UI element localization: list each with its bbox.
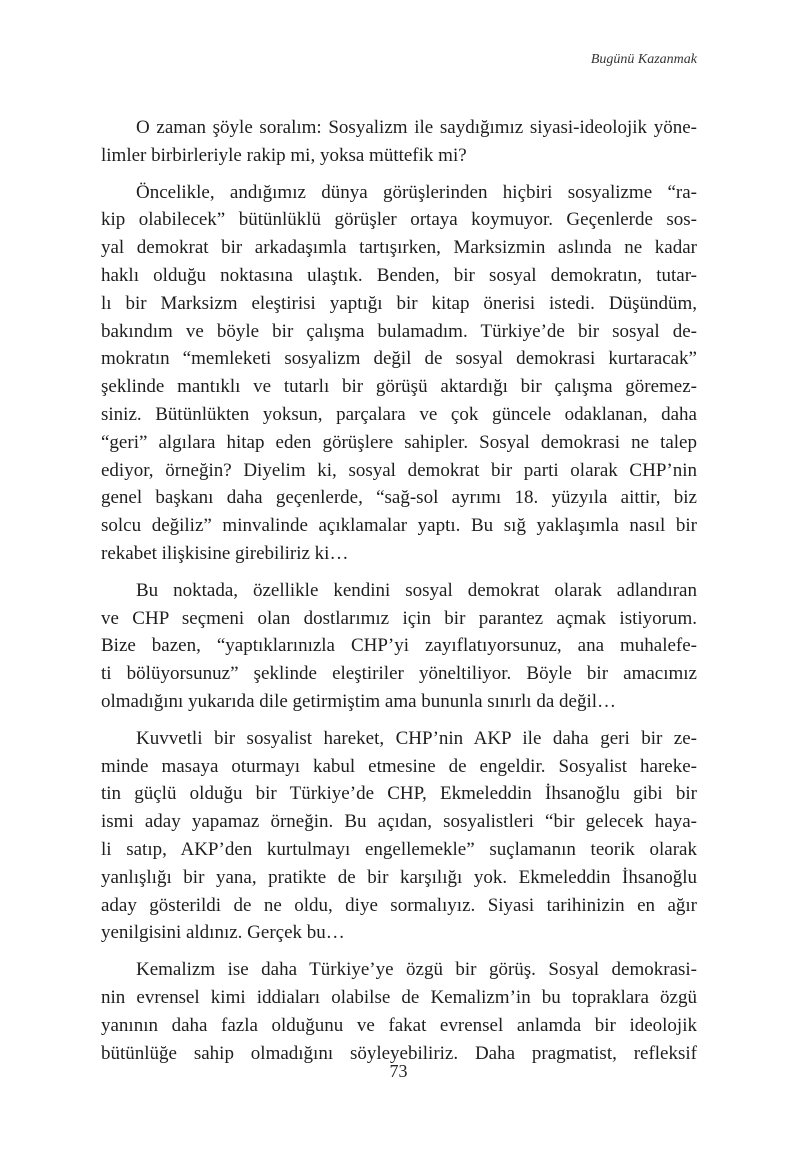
text-line: yanlışlığı bir yana, pratikte de bir karşılığı yok. Ekmeleddin İhsanoğlu [101,866,697,888]
text-line: “geri” algılara hitap eden görüşlere sahipler. Sosyal demokrasi ne talep [101,431,697,453]
text-line: bakındım ve böyle bir çalışma bulamadım. Türkiye’de bir sosyal de- [101,320,697,342]
text-line: mokratın “memleketi sosyalizm değil de sosyal demokrasi kurtaracak” [101,348,697,370]
text-line: O zaman şöyle soralım: Sosyalizm ile saydığımız siyasi-ideolojik yöne- [136,117,697,138]
text-line: yal demokrat bir arkadaşımla tartışırken, Marksizmin aslında ne kadar [101,237,697,259]
text-line: lı bir Marksizm eleştirisi yaptığı bir kitap önerisi istedi. Düşündüm, [101,292,697,314]
text-line: minde masaya oturmayı kabul etmesine de engeldir. Sosyalist hareke- [101,755,697,777]
text-line: Öncelikle, andığımız dünya görüşlerinden hiçbiri sosyalizme “ra- [136,181,697,203]
paragraph-4 [101,725,697,947]
text-line: olmadığını yukarıda dile getirmiştim ama bununla sınırlı da değil… [101,690,617,712]
text-line: Kemalizm ise daha Türkiye’ye özgü bir görüş. Sosyal demokrasi- [136,959,697,981]
paragraph-2 [101,179,697,568]
text-line: solcu değiliz” minvalinde açıklamalar yaptı. Bu sığ yaklaşımla nasıl bir [101,515,697,537]
text-line: yanının daha fazla olduğunu ve fakat evrensel anlamda bir ideolojik [101,1014,697,1036]
running-header-title: Bugünü Kazanmak [590,52,697,67]
text-line: ismi aday yapamaz örneğin. Bu açıdan, sosyalistleri “bir gelecek haya- [101,811,697,833]
paragraph-3 [101,577,697,716]
page-number: 73 [389,1061,408,1081]
text-line: genel başkanı daha geçenlerde, “sağ-sol ayrımı 18. yüzyıla aittir, biz [101,487,697,509]
text-line: Kuvvetli bir sosyalist hareket, CHP’nin AKP ile daha geri bir ze- [136,727,697,749]
text-line: Bu noktada, özellikle kendini sosyal demokrat olarak adlandıran [136,579,697,601]
page-body [101,114,697,1067]
paragraph-1 [101,114,697,170]
text-line: bütünlüğe sahip olmadığını söyleyebiliriz. Daha pragmatist, refleksif [101,1042,697,1064]
text-line: Bize bazen, “yaptıklarınızla CHP’yi zayıflatıyorsunuz, ana muhalefe- [101,635,697,657]
text-line: li satıp, AKP’den kurtulmayı engellemekle” suçlamanın teorik olarak [101,838,697,860]
text-line: nin evrensel kimi iddiaları olabilse de Kemalizm’in bu topraklara özgü [101,986,697,1008]
text-line: tin güçlü olduğu bir Türkiye’de CHP, Ekmeleddin İhsanoğlu gibi bir [101,783,697,805]
text-line: limler birbirleriyle rakip mi, yoksa müttefik mi? [101,144,467,166]
text-line: şeklinde mantıklı ve tutarlı bir görüşü aktardığı bir çalışma göremez- [101,376,697,398]
text-line: aday gösterildi de ne oldu, diye sormalıyız. Siyasi tarihinizin en ağır [101,894,697,916]
text-line: yenilgisini aldınız. Gerçek bu… [101,922,345,944]
text-line: siniz. Bütünlükten yoksun, parçalara ve çok güncele odaklanan, daha [101,403,697,425]
text-line: ediyor, örneğin? Diyelim ki, sosyal demokrat bir parti olarak CHP’nin [101,459,697,481]
text-line: ti bölüyorsunuz” şeklinde eleştiriler yöneltiliyor. Böyle bir amacımız [101,663,697,685]
paragraph-5 [101,956,697,1067]
text-line: kip olabilecek” bütünlüklü görüşler ortaya koymuyor. Geçenlerde sos- [101,209,697,231]
text-line: ve CHP seçmeni olan dostlarımız için bir parantez açmak istiyorum. [101,607,697,629]
text-line: rekabet ilişkisine girebiliriz ki… [101,542,349,564]
text-line: haklı olduğu noktasına ulaştık. Benden, bir sosyal demokratın, tutar- [101,264,697,286]
